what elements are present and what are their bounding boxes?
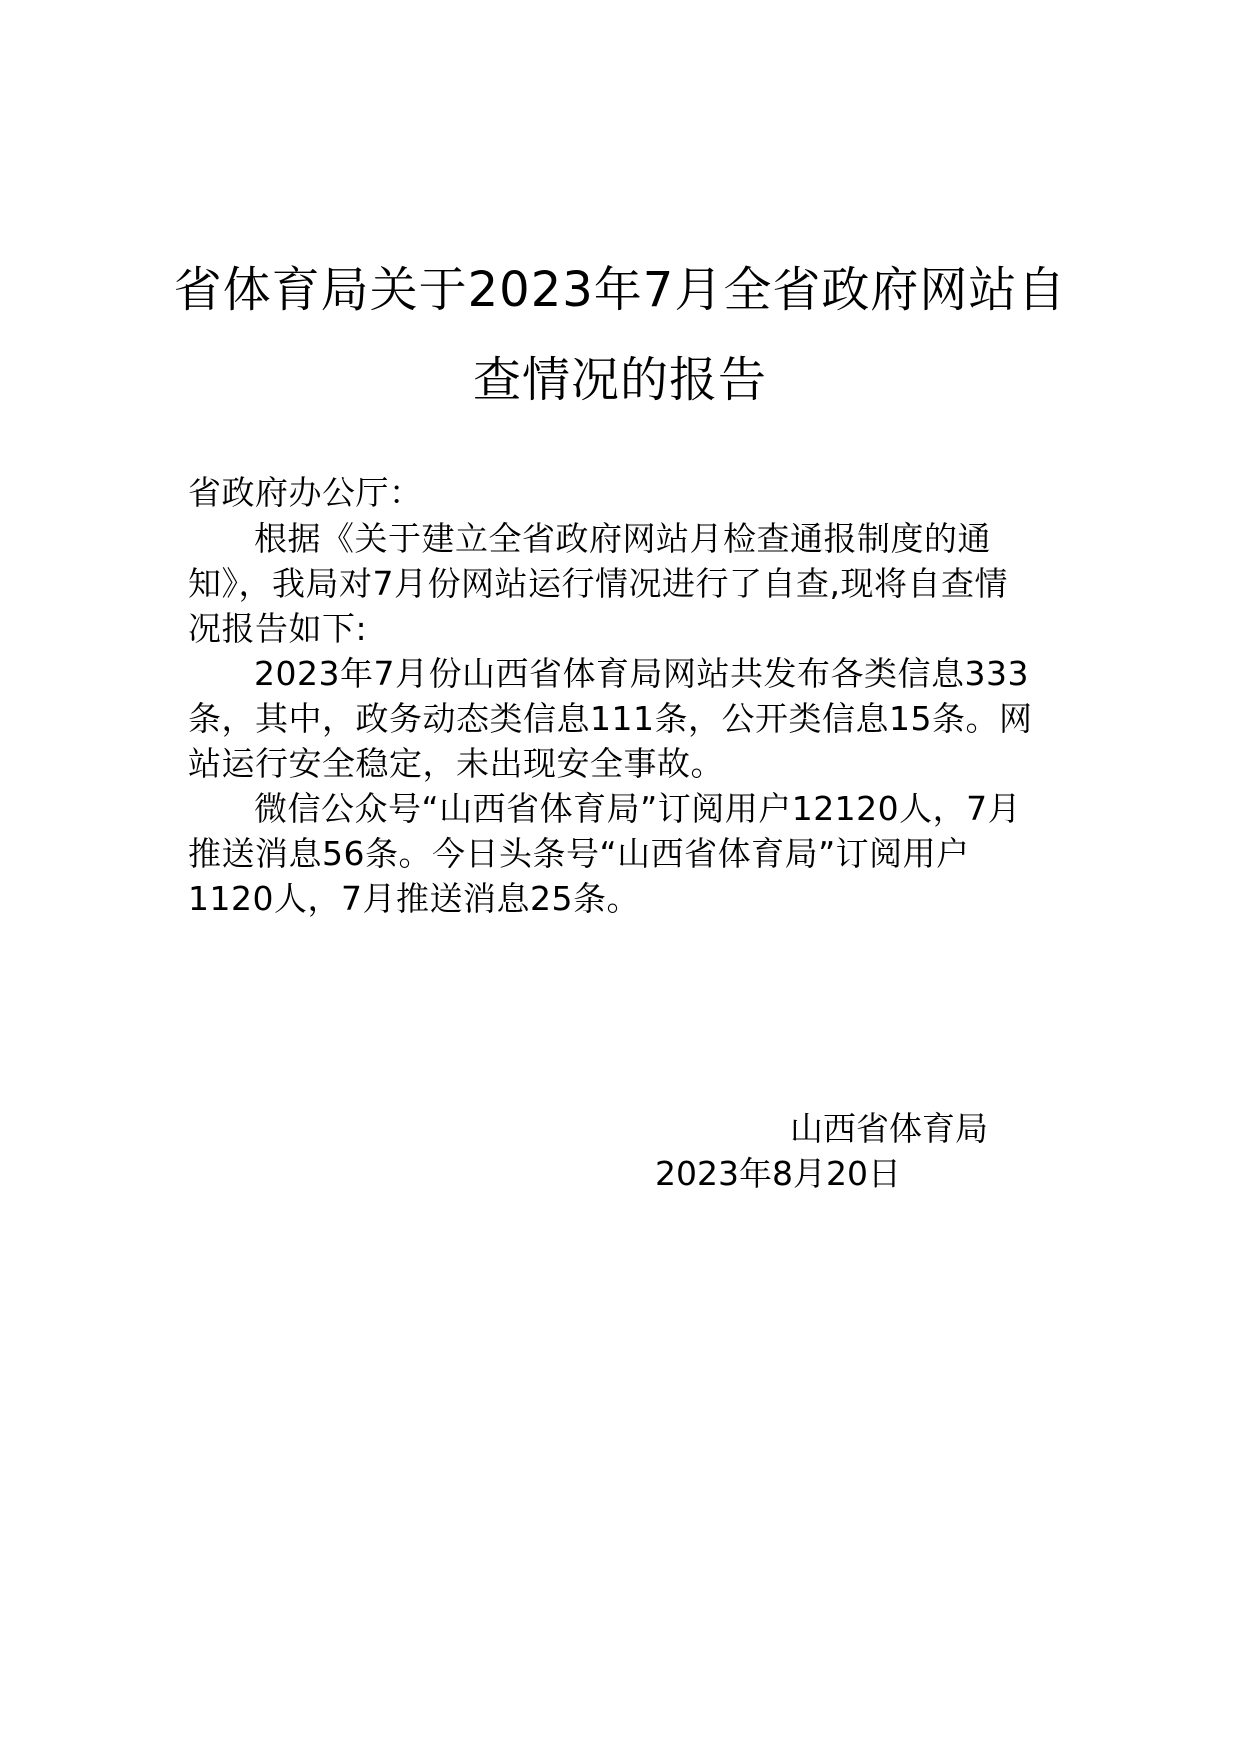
paragraph-1-line-2: 知》，我局对7月份网站运行情况进行了自查,现将自查情 xyxy=(188,564,1008,603)
paragraph-1-line-1: 根据《关于建立全省政府网站月检查通报制度的通 xyxy=(254,519,991,558)
paragraph-2-line-2: 条，其中，政务动态类信息111条，公开类信息15条。网 xyxy=(188,699,1033,738)
paragraph-3-line-2: 推送消息56条。今日头条号“山西省体育局”订阅用户 xyxy=(188,834,970,873)
document-title-line-1: 省体育局关于2023年7月全省政府网站自 xyxy=(173,262,1067,318)
document-title-line-2: 查情况的报告 xyxy=(472,352,767,408)
signature-organization: 山西省体育局 xyxy=(790,1109,988,1148)
paragraph-2-line-1: 2023年7月份山西省体育局网站共发布各类信息333 xyxy=(254,654,1029,693)
paragraph-3-line-3: 1120人，7月推送消息25条。 xyxy=(188,879,640,918)
signature-date: 2023年8月20日 xyxy=(655,1154,901,1193)
paragraph-3-line-1: 微信公众号“山西省体育局”订阅用户12120人，7月 xyxy=(254,789,1022,828)
paragraph-2-line-3: 站运行安全稳定，未出现安全事故。 xyxy=(188,744,724,783)
salutation: 省政府办公厅： xyxy=(188,473,423,512)
paragraph-1-line-3: 况报告如下: xyxy=(188,609,368,648)
